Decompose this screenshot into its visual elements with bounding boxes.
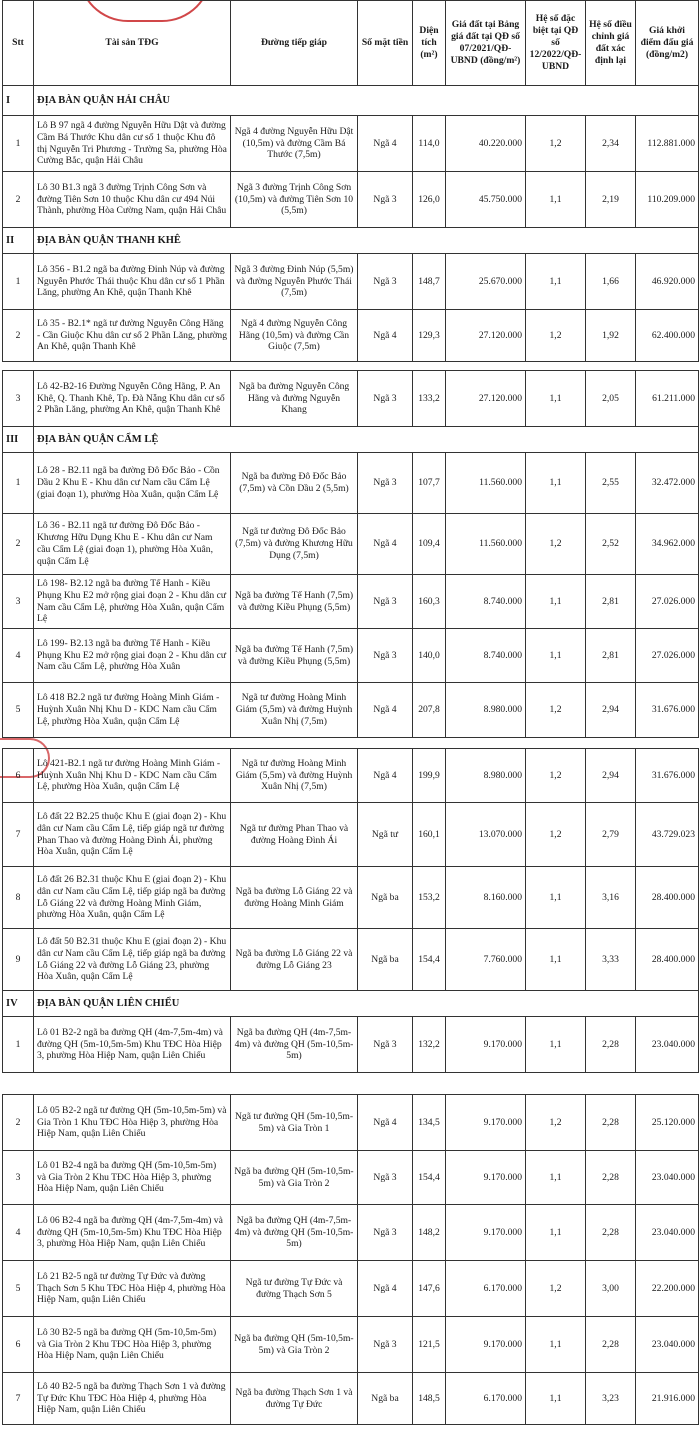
cell-road: Ngã ba đường Thạch Sơn 1 và đường Tự Đức <box>231 1373 358 1425</box>
cell-special: 1,1 <box>526 1317 586 1373</box>
cell-asset: Lô 421-B2.1 ngã tư đường Hoàng Minh Giám - Huỳnh Xuân Nhị Khu D - KDC Nam cầu Cẩm Lệ, phường Hòa Xuân, quận Cẩm Lệ <box>34 749 231 803</box>
cell-stt: 1 <box>3 254 34 310</box>
section-row <box>3 228 699 254</box>
land-price-table-part-2 <box>2 370 699 738</box>
cell-adjust: 3,16 <box>586 867 636 929</box>
cell-asset: Lô 199- B2.13 ngã ba đường Tế Hanh - Kiều Phụng Khu E2 mở rộng giai đoạn 2 - Khu dân cư Nam cầu Cẩm Lệ, phường Hòa Xuân <box>34 629 231 683</box>
section-row <box>3 86 699 116</box>
cell-area: 107,7 <box>413 453 446 514</box>
cell-area: 134,5 <box>413 1095 446 1151</box>
table-row <box>3 867 699 929</box>
cell-price: 25.670.000 <box>446 254 526 310</box>
cell-special: 1,2 <box>526 1261 586 1317</box>
cell-road: Ngã tư đường Phan Thao và đường Hoàng Đình Ái <box>231 803 358 867</box>
cell-fronts: Ngã 3 <box>358 1205 413 1261</box>
cell-special: 1,1 <box>526 867 586 929</box>
cell-fronts: Ngã 4 <box>358 1095 413 1151</box>
cell-start: 46.920.000 <box>636 254 699 310</box>
cell-special: 1,1 <box>526 929 586 991</box>
cell-fronts: Ngã 3 <box>358 453 413 514</box>
cell-special: 1,2 <box>526 803 586 867</box>
cell-adjust: 2,05 <box>586 371 636 427</box>
cell-price: 9.170.000 <box>446 1317 526 1373</box>
cell-road: Ngã 3 đường Trịnh Công Sơn (10,5m) và đường Tiên Sơn 10 (5,5m) <box>231 172 358 228</box>
cell-stt: 1 <box>3 1017 34 1073</box>
cell-road: Ngã 3 đường Đinh Núp (5,5m) và đường Nguyễn Phước Thái (7,5m) <box>231 254 358 310</box>
table-row <box>3 1205 699 1261</box>
cell-adjust: 2,79 <box>586 803 636 867</box>
cell-price: 9.170.000 <box>446 1205 526 1261</box>
cell-area: 109,4 <box>413 514 446 575</box>
table-header-row <box>3 1 699 86</box>
section-row <box>3 427 699 453</box>
table-row <box>3 1151 699 1205</box>
cell-adjust: 2,28 <box>586 1205 636 1261</box>
cell-stt: 2 <box>3 310 34 362</box>
section-roman: III <box>3 427 34 453</box>
table-row <box>3 453 699 514</box>
cell-adjust: 2,81 <box>586 575 636 629</box>
cell-start: 25.120.000 <box>636 1095 699 1151</box>
cell-start: 61.211.000 <box>636 371 699 427</box>
header-special-coef: Hệ số đặc biệt tại QĐ số 12/2022/QĐ-UBND <box>526 1 586 86</box>
cell-adjust: 3,33 <box>586 929 636 991</box>
land-price-table-part-3 <box>2 748 699 1073</box>
cell-start: 31.676.000 <box>636 749 699 803</box>
cell-price: 8.740.000 <box>446 575 526 629</box>
cell-special: 1,1 <box>526 629 586 683</box>
cell-asset: Lô B 97 ngã 4 đường Nguyễn Hữu Dật và đường Cầm Bá Thước Khu dân cư số 1 thuộc Khu đô thị Nguyễn Tri Phương - Trường Sa, phường Hòa Cường Bắc, quận Hải Châu <box>34 116 231 172</box>
cell-price: 45.750.000 <box>446 172 526 228</box>
cell-fronts: Ngã 4 <box>358 116 413 172</box>
cell-fronts: Ngã 3 <box>358 172 413 228</box>
cell-start: 23.040.000 <box>636 1317 699 1373</box>
section-title: ĐỊA BÀN QUẬN THANH KHÊ <box>34 228 699 254</box>
cell-start: 34.962.000 <box>636 514 699 575</box>
cell-stt: 5 <box>3 683 34 738</box>
cell-area: 153,2 <box>413 867 446 929</box>
cell-special: 1,1 <box>526 1373 586 1425</box>
cell-road: Ngã tư đường Hoàng Minh Giám (5,5m) và đường Huỳnh Xuân Nhị (7,5m) <box>231 749 358 803</box>
cell-fronts: Ngã 3 <box>358 629 413 683</box>
cell-price: 9.170.000 <box>446 1017 526 1073</box>
cell-price: 13.070.000 <box>446 803 526 867</box>
cell-start: 23.040.000 <box>636 1151 699 1205</box>
cell-special: 1,2 <box>526 683 586 738</box>
cell-stt: 3 <box>3 1151 34 1205</box>
table-row <box>3 749 699 803</box>
cell-stt: 7 <box>3 803 34 867</box>
cell-fronts: Ngã 4 <box>358 749 413 803</box>
cell-stt: 2 <box>3 514 34 575</box>
cell-adjust: 3,00 <box>586 1261 636 1317</box>
cell-stt: 4 <box>3 629 34 683</box>
cell-price: 27.120.000 <box>446 310 526 362</box>
cell-road: Ngã ba đường Tế Hanh (7,5m) và đường Kiều Phụng (5,5m) <box>231 575 358 629</box>
land-price-table-part-1 <box>2 0 699 362</box>
cell-asset: Lô 418 B2.2 ngã tư đường Hoàng Minh Giám - Huỳnh Xuân Nhị Khu D - KDC Nam cầu Cẩm Lệ, phường Hòa Xuân, quận Cẩm Lệ <box>34 683 231 738</box>
cell-special: 1,1 <box>526 453 586 514</box>
table-block-4 <box>2 1094 699 1425</box>
cell-price: 6.170.000 <box>446 1261 526 1317</box>
cell-fronts: Ngã tư <box>358 803 413 867</box>
cell-area: 147,6 <box>413 1261 446 1317</box>
cell-start: 32.472.000 <box>636 453 699 514</box>
cell-area: 129,3 <box>413 310 446 362</box>
cell-stt: 7 <box>3 1373 34 1425</box>
cell-special: 1,1 <box>526 1017 586 1073</box>
cell-fronts: Ngã 3 <box>358 371 413 427</box>
cell-road: Ngã ba đường QH (4m-7,5m-4m) và đường QH (5m-10,5m-5m) <box>231 1017 358 1073</box>
cell-asset: Lô 42-B2-16 Đường Nguyễn Công Hãng, P. An Khê, Q. Thanh Khê, Tp. Đà Nẵng Khu dân cư số 2 Phần Lăng, phường An Khê, quận Thanh Khê <box>34 371 231 427</box>
table-row <box>3 683 699 738</box>
cell-adjust: 2,94 <box>586 683 636 738</box>
cell-start: 23.040.000 <box>636 1205 699 1261</box>
header-adjust-coef: Hệ số điều chỉnh giá đất xác định lại <box>586 1 636 86</box>
cell-fronts: Ngã 4 <box>358 683 413 738</box>
cell-area: 121,5 <box>413 1317 446 1373</box>
cell-asset: Lô đất 26 B2.31 thuộc Khu E (giai đoạn 2) - Khu dân cư Nam cầu Cẩm Lệ, tiếp giáp ngã ba đường Lỗ Giáng 22 và đường Hoàng Minh Giám, phường Hòa Xuân, quận Cẩm Lệ <box>34 867 231 929</box>
cell-asset: Lô 40 B2-5 ngã ba đường Thạch Sơn 1 và đường Tự Đức Khu TĐC Hòa Hiệp 4, phường Hòa Hiệp Nam, quận Liên Chiểu <box>34 1373 231 1425</box>
cell-price: 8.160.000 <box>446 867 526 929</box>
cell-adjust: 2,55 <box>586 453 636 514</box>
cell-start: 23.040.000 <box>636 1017 699 1073</box>
cell-fronts: Ngã 3 <box>358 1151 413 1205</box>
table-row <box>3 803 699 867</box>
cell-area: 199,9 <box>413 749 446 803</box>
cell-adjust: 2,19 <box>586 172 636 228</box>
cell-area: 154,4 <box>413 1151 446 1205</box>
cell-adjust: 1,66 <box>586 254 636 310</box>
cell-price: 9.170.000 <box>446 1151 526 1205</box>
cell-price: 11.560.000 <box>446 514 526 575</box>
cell-fronts: Ngã ba <box>358 867 413 929</box>
cell-road: Ngã ba đường QH (4m-7,5m-4m) và đường QH (5m-10,5m-5m) <box>231 1205 358 1261</box>
table-row <box>3 1373 699 1425</box>
cell-price: 11.560.000 <box>446 453 526 514</box>
cell-adjust: 2,28 <box>586 1017 636 1073</box>
cell-asset: Lô 21 B2-5 ngã tư đường Tự Đức và đường Thạch Sơn 5 Khu TĐC Hòa Hiệp 4, phường Hòa Hiệp Nam, quận Liên Chiểu <box>34 1261 231 1317</box>
cell-special: 1,2 <box>526 749 586 803</box>
cell-asset: Lô 30 B1.3 ngã 3 đường Trịnh Công Sơn và đường Tiên Sơn 10 thuộc Khu dân cư 494 Núi Thành, phường Hòa Cường Nam, quận Hải Châu <box>34 172 231 228</box>
cell-road: Ngã ba đường Đô Đốc Bảo (7,5m) và Cồn Dầu 2 (5,5m) <box>231 453 358 514</box>
cell-area: 154,4 <box>413 929 446 991</box>
cell-adjust: 2,94 <box>586 749 636 803</box>
table-row <box>3 514 699 575</box>
cell-special: 1,1 <box>526 575 586 629</box>
cell-adjust: 2,28 <box>586 1095 636 1151</box>
table-row <box>3 254 699 310</box>
cell-special: 1,2 <box>526 116 586 172</box>
cell-price: 7.760.000 <box>446 929 526 991</box>
cell-road: Ngã ba đường QH (5m-10,5m-5m) và Gia Tròn 2 <box>231 1317 358 1373</box>
cell-special: 1,2 <box>526 310 586 362</box>
cell-special: 1,1 <box>526 254 586 310</box>
cell-asset: Lô 05 B2-2 ngã tư đường QH (5m-10,5m-5m) và Gia Tròn 1 Khu TĐC Hòa Hiệp 3, phường Hòa Hiệp Nam, quận Liên Chiểu <box>34 1095 231 1151</box>
cell-area: 140,0 <box>413 629 446 683</box>
cell-adjust: 1,92 <box>586 310 636 362</box>
cell-asset: Lô 30 B2-5 ngã ba đường QH (5m-10,5m-5m) và Gia Tròn 2 Khu TĐC Hòa Hiệp 3, phường Hòa Hiệp Nam, quận Liên Chiểu <box>34 1317 231 1373</box>
cell-stt: 3 <box>3 575 34 629</box>
cell-asset: Lô 28 - B2.11 ngã ba đường Đô Đốc Bảo - Cồn Dầu 2 Khu E - Khu dân cư Nam cầu Cẩm Lệ (giai đoạn 1), phường Hòa Xuân, quận Cẩm Lệ <box>34 453 231 514</box>
cell-road: Ngã tư đường QH (5m-10,5m-5m) và Gia Tròn 1 <box>231 1095 358 1151</box>
cell-price: 27.120.000 <box>446 371 526 427</box>
cell-start: 112.881.000 <box>636 116 699 172</box>
cell-asset: Lô 198- B2.12 ngã ba đường Tế Hanh - Kiều Phụng Khu E2 mở rộng giai đoạn 2 - Khu dân cư Nam cầu Cẩm Lệ, phường Hòa Xuân, quận Cẩm Lệ <box>34 575 231 629</box>
cell-stt: 1 <box>3 116 34 172</box>
section-roman: II <box>3 228 34 254</box>
cell-asset: Lô 01 B2-2 ngã ba đường QH (4m-7,5m-4m) và đường QH (5m-10,5m-5m) Khu TĐC Hòa Hiệp 3, phường Hòa Hiệp Nam, quận Liên Chiểu <box>34 1017 231 1073</box>
cell-road: Ngã ba đường Lỗ Giáng 22 và đường Lỗ Giáng 23 <box>231 929 358 991</box>
cell-stt: 3 <box>3 371 34 427</box>
cell-fronts: Ngã 3 <box>358 254 413 310</box>
cell-area: 148,5 <box>413 1373 446 1425</box>
cell-area: 132,2 <box>413 1017 446 1073</box>
cell-special: 1,1 <box>526 172 586 228</box>
cell-fronts: Ngã 3 <box>358 1017 413 1073</box>
cell-fronts: Ngã 4 <box>358 310 413 362</box>
cell-area: 207,8 <box>413 683 446 738</box>
table-row <box>3 1017 699 1073</box>
header-fronts: Số mặt tiền <box>358 1 413 86</box>
table-row <box>3 116 699 172</box>
cell-road: Ngã tư đường Đô Đốc Bảo (7,5m) và đường Khương Hữu Dụng (7,5m) <box>231 514 358 575</box>
cell-area: 133,2 <box>413 371 446 427</box>
cell-area: 160,3 <box>413 575 446 629</box>
table-block-3 <box>2 748 699 1073</box>
cell-adjust: 2,34 <box>586 116 636 172</box>
cell-area: 160,1 <box>413 803 446 867</box>
cell-asset: Lô 356 - B1.2 ngã ba đường Đinh Núp và đường Nguyễn Phước Thái thuộc Khu dân cư số 1 Phần Lăng, phường An Khê, quận Thanh Khê <box>34 254 231 310</box>
table-row <box>3 575 699 629</box>
cell-start: 27.026.000 <box>636 629 699 683</box>
cell-road: Ngã ba đường QH (5m-10,5m-5m) và Gia Tròn 2 <box>231 1151 358 1205</box>
table-row <box>3 1095 699 1151</box>
cell-fronts: Ngã 4 <box>358 1261 413 1317</box>
table-row <box>3 310 699 362</box>
cell-area: 126,0 <box>413 172 446 228</box>
cell-asset: Lô 06 B2-4 ngã ba đường QH (4m-7,5m-4m) và đường QH (5m-10,5m-5m) Khu TĐC Hòa Hiệp 3, phường Hòa Hiệp Nam, quận Liên Chiểu <box>34 1205 231 1261</box>
cell-stt: 6 <box>3 749 34 803</box>
cell-price: 8.740.000 <box>446 629 526 683</box>
section-title: ĐỊA BÀN QUẬN CẨM LỆ <box>34 427 699 453</box>
cell-area: 148,7 <box>413 254 446 310</box>
cell-price: 8.980.000 <box>446 683 526 738</box>
cell-stt: 4 <box>3 1205 34 1261</box>
table-row <box>3 629 699 683</box>
cell-stt: 9 <box>3 929 34 991</box>
header-start-price: Giá khởi điểm đấu giá (đồng/m2) <box>636 1 699 86</box>
cell-fronts: Ngã ba <box>358 929 413 991</box>
cell-asset: Lô 36 - B2.11 ngã tư đường Đô Đốc Bảo - Khương Hữu Dụng Khu E - Khu dân cư Nam cầu Cẩm Lệ (giai đoạn 1), phường Hòa Xuân, quận Cẩm Lệ <box>34 514 231 575</box>
cell-asset: Lô 35 - B2.1* ngã tư đường Nguyễn Công Hãng - Cần Giuộc Khu dân cư số 2 Phần Lăng, phường An Khê, quận Thanh Khê <box>34 310 231 362</box>
cell-start: 21.916.000 <box>636 1373 699 1425</box>
cell-start: 28.400.000 <box>636 929 699 991</box>
header-stt: Stt <box>3 1 34 86</box>
cell-fronts: Ngã 3 <box>358 575 413 629</box>
cell-adjust: 2,28 <box>586 1317 636 1373</box>
cell-road: Ngã tư đường Hoàng Minh Giám (5,5m) và đường Huỳnh Xuân Nhị (7,5m) <box>231 683 358 738</box>
cell-start: 62.400.000 <box>636 310 699 362</box>
cell-road: Ngã 4 đường Nguyễn Hữu Dật (10,5m) và đường Cầm Bá Thước (7,5m) <box>231 116 358 172</box>
section-row <box>3 991 699 1017</box>
cell-road: Ngã ba đường Nguyễn Công Hãng và đường Nguyễn Khang <box>231 371 358 427</box>
header-asset: Tài sản TĐG <box>34 1 231 86</box>
cell-stt: 2 <box>3 1095 34 1151</box>
cell-adjust: 2,81 <box>586 629 636 683</box>
cell-road: Ngã 4 đường Nguyễn Công Hãng (10,5m) và đường Cần Giuộc (7,5m) <box>231 310 358 362</box>
cell-price: 8.980.000 <box>446 749 526 803</box>
cell-special: 1,2 <box>526 514 586 575</box>
cell-start: 22.200.000 <box>636 1261 699 1317</box>
section-title: ĐỊA BÀN QUẬN LIÊN CHIỂU <box>34 991 699 1017</box>
cell-start: 28.400.000 <box>636 867 699 929</box>
cell-adjust: 3,23 <box>586 1373 636 1425</box>
cell-price: 9.170.000 <box>446 1095 526 1151</box>
cell-price: 6.170.000 <box>446 1373 526 1425</box>
cell-stt: 2 <box>3 172 34 228</box>
table-row <box>3 371 699 427</box>
cell-special: 1,1 <box>526 371 586 427</box>
cell-adjust: 2,28 <box>586 1151 636 1205</box>
cell-road: Ngã ba đường Lỗ Giáng 22 và đường Hoàng Minh Giám <box>231 867 358 929</box>
cell-stt: 1 <box>3 453 34 514</box>
table-block-2 <box>2 370 699 738</box>
cell-start: 27.026.000 <box>636 575 699 629</box>
cell-asset: Lô đất 50 B2.31 thuộc Khu E (giai đoạn 2) - Khu dân cư Nam cầu Cẩm Lệ, tiếp giáp ngã ba đường Lỗ Giáng 22 và đường Lỗ Giáng 23, phường Hòa Xuân, quận Cẩm Lệ <box>34 929 231 991</box>
cell-asset: Lô đất 22 B2.25 thuộc Khu E (giai đoạn 2) - Khu dân cư Nam cầu Cẩm Lệ, tiếp giáp ngã tư đường Phan Thao và đường Hoàng Đình Ái, phường Hòa Xuân, quận Cẩm Lệ <box>34 803 231 867</box>
cell-area: 114,0 <box>413 116 446 172</box>
table-row <box>3 929 699 991</box>
table-row <box>3 1317 699 1373</box>
cell-price: 40.220.000 <box>446 116 526 172</box>
cell-start: 110.209.000 <box>636 172 699 228</box>
table-block-1 <box>2 0 699 362</box>
cell-stt: 6 <box>3 1317 34 1373</box>
cell-fronts: Ngã 3 <box>358 1317 413 1373</box>
header-road: Đường tiếp giáp <box>231 1 358 86</box>
cell-area: 148,2 <box>413 1205 446 1261</box>
section-roman: I <box>3 86 34 116</box>
table-row <box>3 172 699 228</box>
cell-asset: Lô 01 B2-4 ngã ba đường QH (5m-10,5m-5m) và Gia Tròn 2 Khu TĐC Hòa Hiệp 3, phường Hòa Hiệp Nam, quận Liên Chiểu <box>34 1151 231 1205</box>
cell-special: 1,1 <box>526 1205 586 1261</box>
section-title: ĐỊA BÀN QUẬN HẢI CHÂU <box>34 86 699 116</box>
cell-fronts: Ngã ba <box>358 1373 413 1425</box>
cell-stt: 5 <box>3 1261 34 1317</box>
land-price-table-part-4 <box>2 1094 699 1425</box>
header-area: Diện tích (m²) <box>413 1 446 86</box>
table-row <box>3 1261 699 1317</box>
cell-start: 43.729.023 <box>636 803 699 867</box>
cell-road: Ngã tư đường Tự Đức và đường Thạch Sơn 5 <box>231 1261 358 1317</box>
cell-special: 1,2 <box>526 1095 586 1151</box>
cell-special: 1,1 <box>526 1151 586 1205</box>
cell-road: Ngã ba đường Tế Hanh (7,5m) và đường Kiều Phụng (5,5m) <box>231 629 358 683</box>
cell-fronts: Ngã 4 <box>358 514 413 575</box>
cell-adjust: 2,52 <box>586 514 636 575</box>
section-roman: IV <box>3 991 34 1017</box>
header-price-table: Giá đất tại Bảng giá đất tại QĐ số 07/2021/QĐ-UBND (đồng/m²) <box>446 1 526 86</box>
cell-start: 31.676.000 <box>636 683 699 738</box>
cell-stt: 8 <box>3 867 34 929</box>
